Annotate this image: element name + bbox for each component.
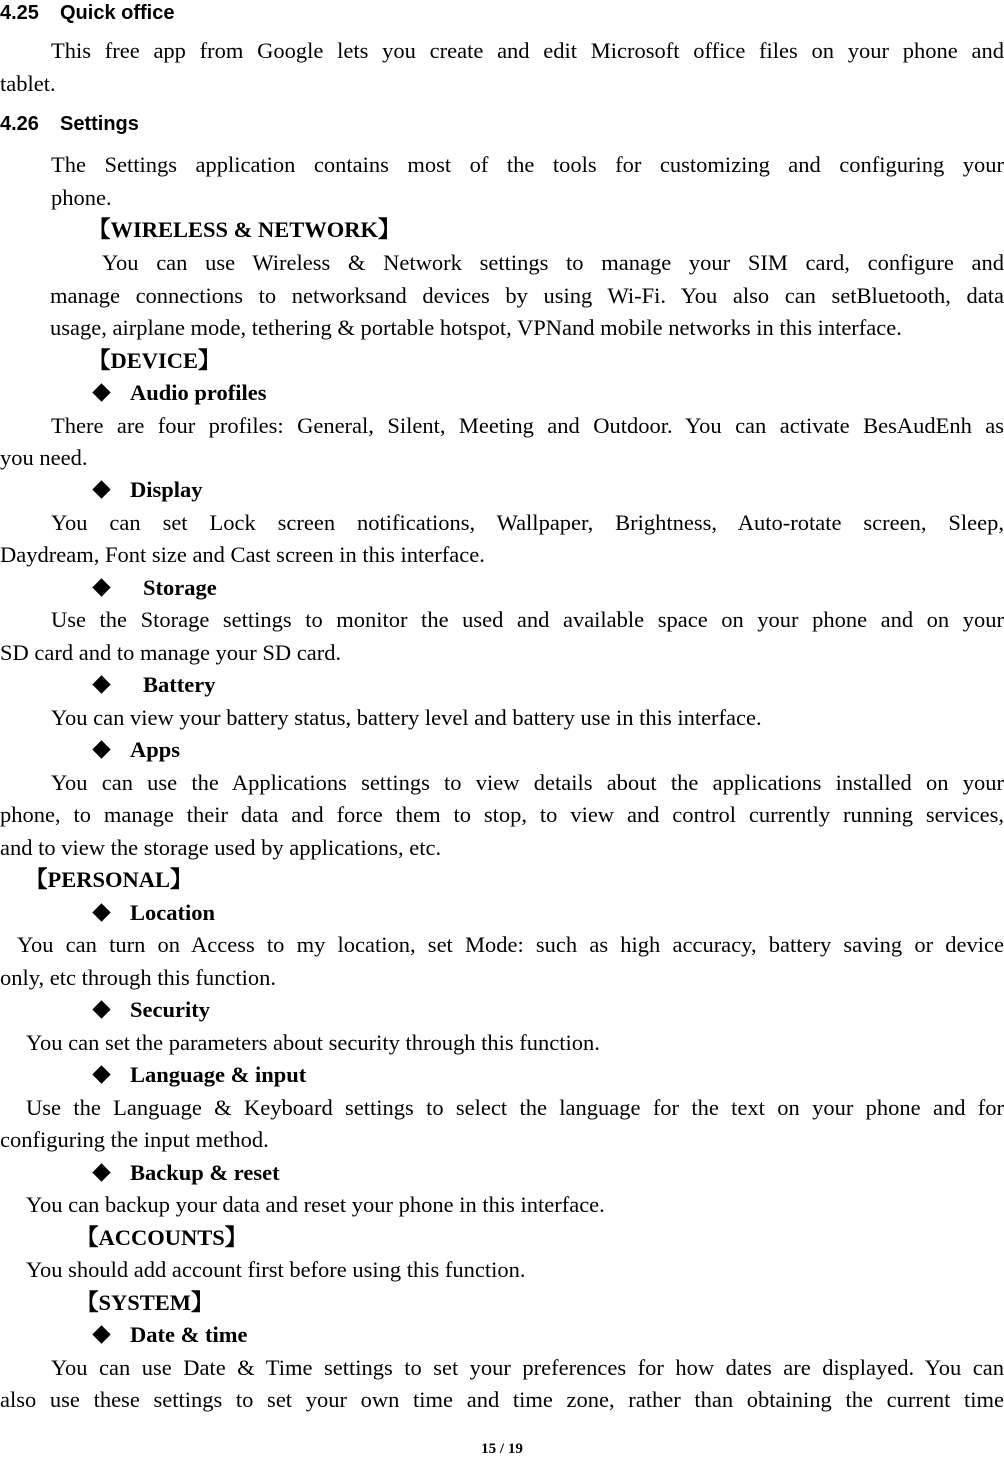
paragraph-line: You can set Lock screen notifications, Wallpaper, Brightness, Auto-rotate screen, Sleep, bbox=[51, 510, 1004, 535]
subsection-accounts: 【ACCOUNTS】 bbox=[76, 1225, 248, 1250]
bullet-security bbox=[0, 993, 1004, 1026]
bullet-label: Date & time bbox=[130, 1322, 248, 1347]
paragraph-line: manage connections to networksand devices by using Wi-Fi. You also can setBluetooth, data bbox=[50, 283, 1004, 308]
paragraph-line: You can use Wireless & Network settings to manage your SIM card, configure and bbox=[102, 250, 1004, 275]
bullet-label: Backup & reset bbox=[130, 1160, 280, 1185]
section-number: 4.25 bbox=[0, 2, 39, 24]
diamond-bullet-icon bbox=[92, 383, 110, 401]
bullet-label: Battery bbox=[143, 672, 216, 697]
diamond-bullet-icon bbox=[92, 480, 110, 498]
section-heading-4-25 bbox=[0, 0, 1004, 26]
bullet-display bbox=[0, 473, 1004, 506]
diamond-bullet-icon bbox=[92, 1163, 110, 1181]
paragraph-line: usage, airplane mode, tethering & portable hotspot, VPNand mobile networks in this interface. bbox=[50, 315, 902, 340]
paragraph-line: phone. bbox=[51, 185, 112, 210]
paragraph-line: configuring the input method. bbox=[0, 1127, 269, 1152]
paragraph-line: Daydream, Font size and Cast screen in this interface. bbox=[0, 542, 485, 567]
paragraph-line: You should add account first before using this function. bbox=[26, 1257, 526, 1282]
bullet-date-time bbox=[0, 1318, 1004, 1351]
diamond-bullet-icon bbox=[92, 1000, 110, 1018]
bullet-location bbox=[0, 896, 1004, 929]
diamond-bullet-icon bbox=[92, 740, 110, 758]
paragraph-line: You can view your battery status, battery level and battery use in this interface. bbox=[51, 705, 762, 730]
paragraph-line: only, etc through this function. bbox=[0, 965, 276, 990]
paragraph-line: You can backup your data and reset your phone in this interface. bbox=[26, 1192, 605, 1217]
paragraph-line: Use the Storage settings to monitor the used and available space on your phone and on your bbox=[51, 607, 1004, 632]
paragraph-line: There are four profiles: General, Silent, Meeting and Outdoor. You can activate BesAudEnh as bbox=[51, 413, 1004, 438]
paragraph-line: The Settings application contains most of the tools for customizing and configuring your bbox=[51, 152, 1004, 177]
paragraph-line: SD card and to manage your SD card. bbox=[0, 640, 342, 665]
diamond-bullet-icon bbox=[92, 675, 110, 693]
subsection-wireless-network: 【WIRELESS & NETWORK】 bbox=[88, 217, 401, 242]
paragraph-line: You can set the parameters about security through this function. bbox=[26, 1030, 600, 1055]
paragraph-line: This free app from Google lets you create and edit Microsoft office files on your phone and bbox=[51, 38, 1004, 63]
bullet-label: Display bbox=[130, 477, 203, 502]
bullet-label: Location bbox=[130, 900, 216, 925]
bullet-label: Storage bbox=[143, 575, 217, 600]
paragraph-line: tablet. bbox=[0, 71, 56, 96]
paragraph-line: and to view the storage used by applications, etc. bbox=[0, 835, 442, 860]
bullet-storage bbox=[0, 571, 1004, 604]
diamond-bullet-icon bbox=[92, 578, 110, 596]
bullet-backup-reset bbox=[0, 1156, 1004, 1189]
bullet-language-input bbox=[0, 1058, 1004, 1091]
bullet-label: Audio profiles bbox=[130, 380, 267, 405]
diamond-bullet-icon bbox=[92, 1325, 110, 1343]
bullet-battery bbox=[0, 668, 1004, 701]
section-number: 4.26 bbox=[0, 113, 39, 135]
paragraph-line: you need. bbox=[0, 445, 88, 470]
paragraph-line: also use these settings to set your own time and time zone, rather than obtaining the current time bbox=[0, 1387, 1004, 1412]
bullet-audio-profiles bbox=[0, 376, 1004, 409]
diamond-bullet-icon bbox=[92, 903, 110, 921]
paragraph-line: You can turn on Access to my location, set Mode: such as high accuracy, battery saving or device bbox=[17, 932, 1004, 957]
section-title: Quick office bbox=[60, 2, 175, 24]
section-title: Settings bbox=[60, 113, 139, 135]
diamond-bullet-icon bbox=[92, 1065, 110, 1083]
bullet-label: Language & input bbox=[130, 1062, 307, 1087]
subsection-device: 【DEVICE】 bbox=[88, 348, 221, 373]
bullet-label: Security bbox=[130, 997, 210, 1022]
paragraph-line: phone, to manage their data and force them to stop, to view and control currently running services, bbox=[0, 802, 1004, 827]
paragraph-line: You can use Date & Time settings to set your preferences for how dates are displayed. You can bbox=[51, 1355, 1004, 1380]
subsection-personal: 【PERSONAL】 bbox=[25, 867, 193, 892]
paragraph-line: You can use the Applications settings to view details about the applications installed on your bbox=[51, 770, 1004, 795]
bullet-label: Apps bbox=[130, 737, 181, 762]
paragraph-line: Use the Language & Keyboard settings to select the language for the text on your phone and for bbox=[26, 1095, 1004, 1120]
bullet-apps bbox=[0, 733, 1004, 766]
page-number: 15 / 19 bbox=[481, 1441, 523, 1457]
subsection-system: 【SYSTEM】 bbox=[76, 1290, 214, 1315]
section-heading-4-26 bbox=[0, 111, 1004, 137]
